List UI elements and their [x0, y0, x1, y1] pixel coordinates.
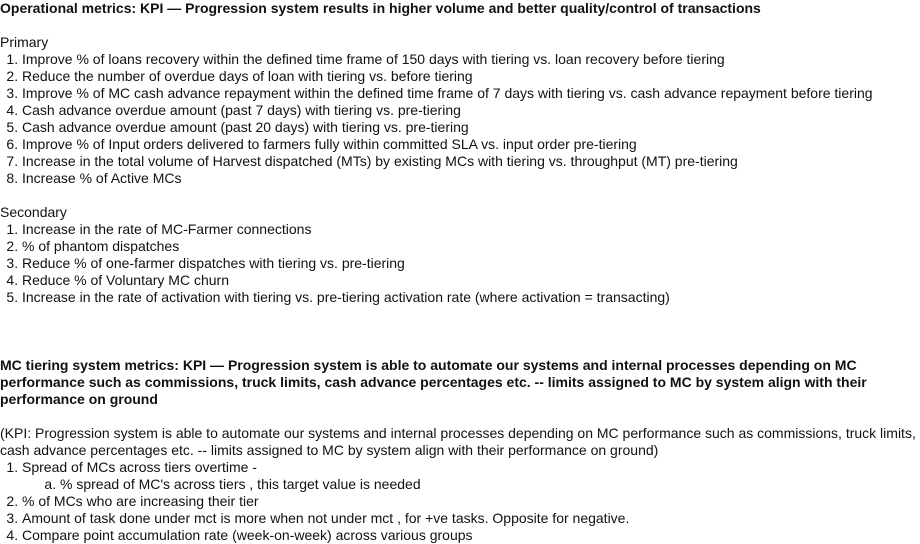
sub-list-item: a. % spread of MC's across tiers , this target value is needed — [60, 476, 920, 493]
list-item: 5. Increase in the rate of activation with tiering vs. pre-tiering activation rate (where activation = transacting) — [22, 289, 920, 306]
sub-list — [22, 476, 920, 493]
mc-tiering-metrics-heading: MC tiering system metrics: KPI — Progression system is able to automate our systems and internal processes depending on MC performance such as commissions, truck limits, cash advance percentages etc. -- limits assigned to MC by system align with their performance on ground — [0, 357, 867, 407]
primary-metrics-list — [0, 51, 920, 187]
list-item: 7. Increase in the total volume of Harvest dispatched (MTs) by existing MCs with tiering vs. throughput (MT) pre-tiering — [22, 153, 920, 170]
list-item: 1. Improve % of loans recovery within the defined time frame of 150 days with tiering vs. loan recovery before tiering — [22, 51, 920, 68]
list-item: 3. Reduce % of one-farmer dispatches with tiering vs. pre-tiering — [22, 255, 920, 272]
list-item: 2. % of MCs who are increasing their tier — [22, 493, 920, 510]
list-item — [22, 459, 920, 493]
kpi-intro-paragraph: (KPI: Progression system is able to automate our systems and internal processes depending on MC performance such as commissions, truck limits, cash advance percentages etc. -- limits assigned to MC by system align with their performance on ground) — [0, 425, 916, 458]
list-item: 2. Reduce the number of overdue days of loan with tiering vs. before tiering — [22, 68, 920, 85]
list-item: 1. Increase in the rate of MC-Farmer connections — [22, 221, 920, 238]
list-item-text: Spread of MCs across tiers overtime - — [22, 459, 257, 475]
list-item: 8. Increase % of Active MCs — [22, 170, 920, 187]
list-item: 3. Amount of task done under mct is more when not under mct , for +ve tasks. Opposite for negative. — [22, 510, 920, 527]
secondary-metrics-list — [0, 221, 920, 306]
secondary-label: Secondary — [0, 204, 67, 220]
list-item: 4. Compare point accumulation rate (week-on-week) across various groups — [22, 527, 920, 544]
list-item: 2. % of phantom dispatches — [22, 238, 920, 255]
list-item: 5. Cash advance overdue amount (past 20 days) with tiering vs. pre-tiering — [22, 119, 920, 136]
list-item: 6. Improve % of Input orders delivered to farmers fully within committed SLA vs. input order pre-tiering — [22, 136, 920, 153]
primary-label: Primary — [0, 34, 49, 50]
mc-tiering-metrics-list — [0, 459, 920, 544]
list-item: 4. Reduce % of Voluntary MC churn — [22, 272, 920, 289]
list-item: 4. Cash advance overdue amount (past 7 days) with tiering vs. pre-tiering — [22, 102, 920, 119]
operational-metrics-heading: Operational metrics: KPI — Progression system results in higher volume and better quality/control of transactions — [0, 0, 761, 16]
list-item: 3. Improve % of MC cash advance repayment within the defined time frame of 7 days with tiering vs. cash advance repayment before tiering — [22, 85, 920, 102]
